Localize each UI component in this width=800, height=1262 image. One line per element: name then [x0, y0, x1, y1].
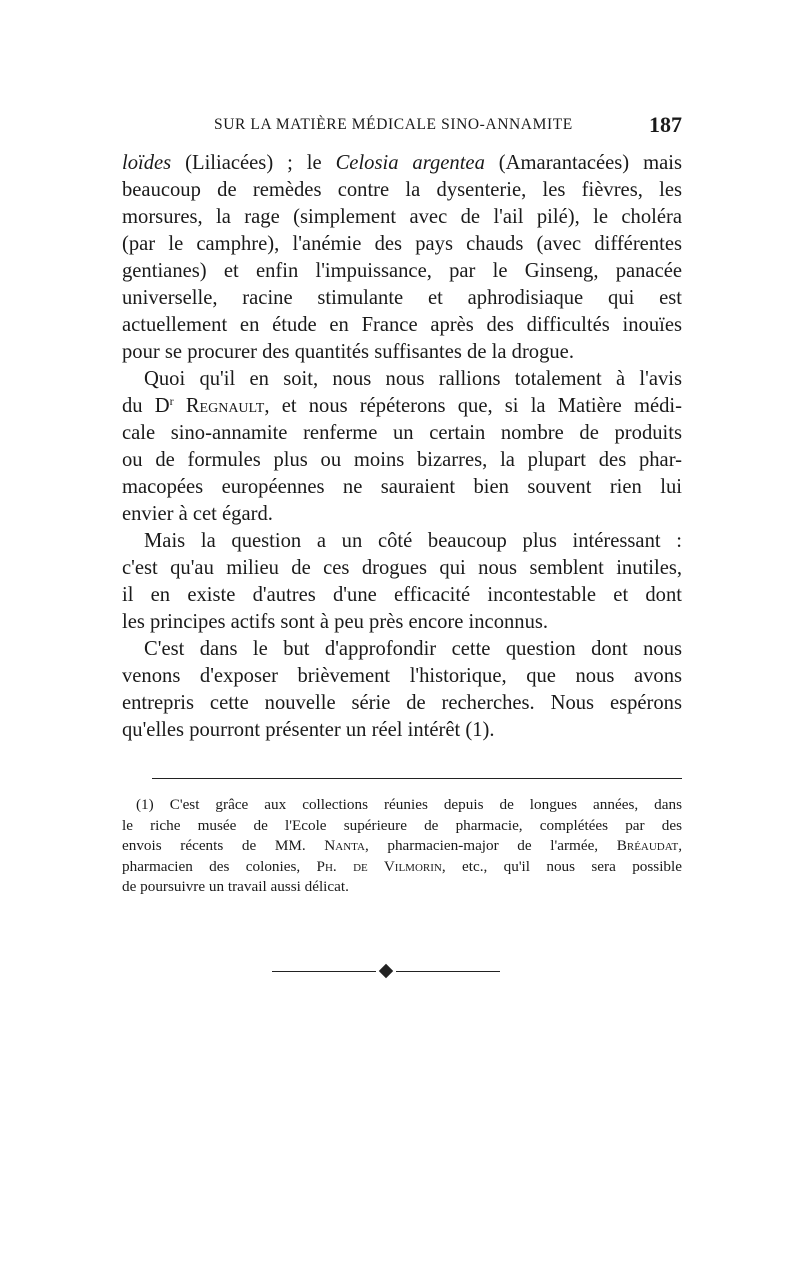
footnote-line: (1) C'est grâce aux collections réunies depuis de longues années, dans: [136, 796, 682, 813]
text-line: beaucoup de remèdes contre la dysenterie, les fièvres, les: [122, 179, 682, 201]
species-name: Celosia argentea: [335, 152, 485, 174]
running-head: [122, 112, 682, 138]
text-line: ou de formules plus ou moins bizarres, la plupart des phar-: [122, 449, 682, 471]
text-line: qu'elles pourront présenter un réel intérêt (1).: [122, 719, 495, 741]
text-fragment: , etc., qu'il nous sera possible: [441, 857, 682, 875]
body-text: [122, 150, 682, 744]
text-line: cale sino-annamite renferme un certain nombre de produits: [122, 422, 682, 444]
superscript: r: [169, 394, 174, 408]
ornament-rule-left: [272, 971, 376, 972]
author-name: Regnault: [185, 395, 265, 417]
text-line: C'est dans le but d'approfondir cette question dont nous: [144, 638, 682, 660]
text-line: les principes actifs sont à peu près encore inconnus.: [122, 611, 549, 633]
text-line: [122, 150, 682, 177]
person-name: Nanta: [324, 837, 365, 854]
text-fragment: (Liliacées) ; le: [171, 152, 336, 174]
end-ornament: [272, 962, 500, 982]
footnote-rule: [152, 778, 682, 779]
text-line: Quoi qu'il en soit, nous nous rallions totalement à l'avis: [144, 368, 682, 390]
text-line: il en existe d'autres d'une efficacité incontestable et dont: [122, 584, 682, 606]
text-line: macopées européennes ne sauraient bien souvent rien lui: [122, 476, 682, 498]
text-line: actuellement en étude en France après des difficultés inouïes: [122, 314, 682, 336]
text-line: entrepris cette nouvelle série de recherches. Nous espérons: [122, 692, 682, 714]
footnote-line: [122, 857, 682, 878]
text-fragment: ,: [678, 837, 682, 854]
text-line: Mais la question a un côté beaucoup plus intéressant :: [144, 530, 682, 552]
text-line: (par le camphre), l'anémie des pays chauds (avec différentes: [122, 233, 682, 255]
text-fragment: pharmacien des colonies,: [122, 857, 317, 875]
person-name: Bréaudat: [616, 837, 679, 854]
text-line: gentianes) et enfin l'impuissance, par le Ginseng, panacée: [122, 260, 682, 282]
text-line: envier à cet égard.: [122, 503, 273, 525]
text-line: c'est qu'au milieu de ces drogues qui nous semblent inutiles,: [122, 557, 682, 579]
person-name: Ph. de Vilmorin: [316, 857, 442, 875]
ornament-rule-right: [396, 971, 500, 972]
text-line: pour se procurer des quantités suffisantes de la drogue.: [122, 341, 574, 363]
text-fragment: envois récents de MM.: [122, 837, 325, 854]
text-fragment: du D: [122, 395, 170, 417]
text-line: universelle, racine stimulante et aphrodisiaque qui est: [122, 287, 682, 309]
footnote-line: de poursuivre un travail aussi délicat.: [122, 878, 349, 895]
footnote-line: le riche musée de l'Ecole supérieure de pharmacie, complétées par des: [122, 816, 682, 834]
text-line: morsures, la rage (simplement avec de l'ail pilé), le choléra: [122, 206, 682, 228]
italic-word: loïdes: [122, 152, 172, 174]
text-fragment: (Amarantacées) mais: [484, 152, 682, 174]
text-fragment: , et nous répéterons que, si la Matière médi-: [264, 395, 682, 417]
text-fragment: , pharmacien-major de l'armée,: [364, 837, 617, 854]
text-line: [122, 393, 682, 420]
diamond-icon: [379, 964, 393, 978]
text-line: venons d'exposer brièvement l'historique, que nous avons: [122, 665, 682, 687]
footnote: [122, 795, 682, 898]
page-number: 187: [649, 112, 682, 137]
running-title: SUR LA MATIÈRE MÉDICALE SINO-ANNAMITE: [214, 116, 573, 133]
footnote-line: [122, 836, 682, 857]
